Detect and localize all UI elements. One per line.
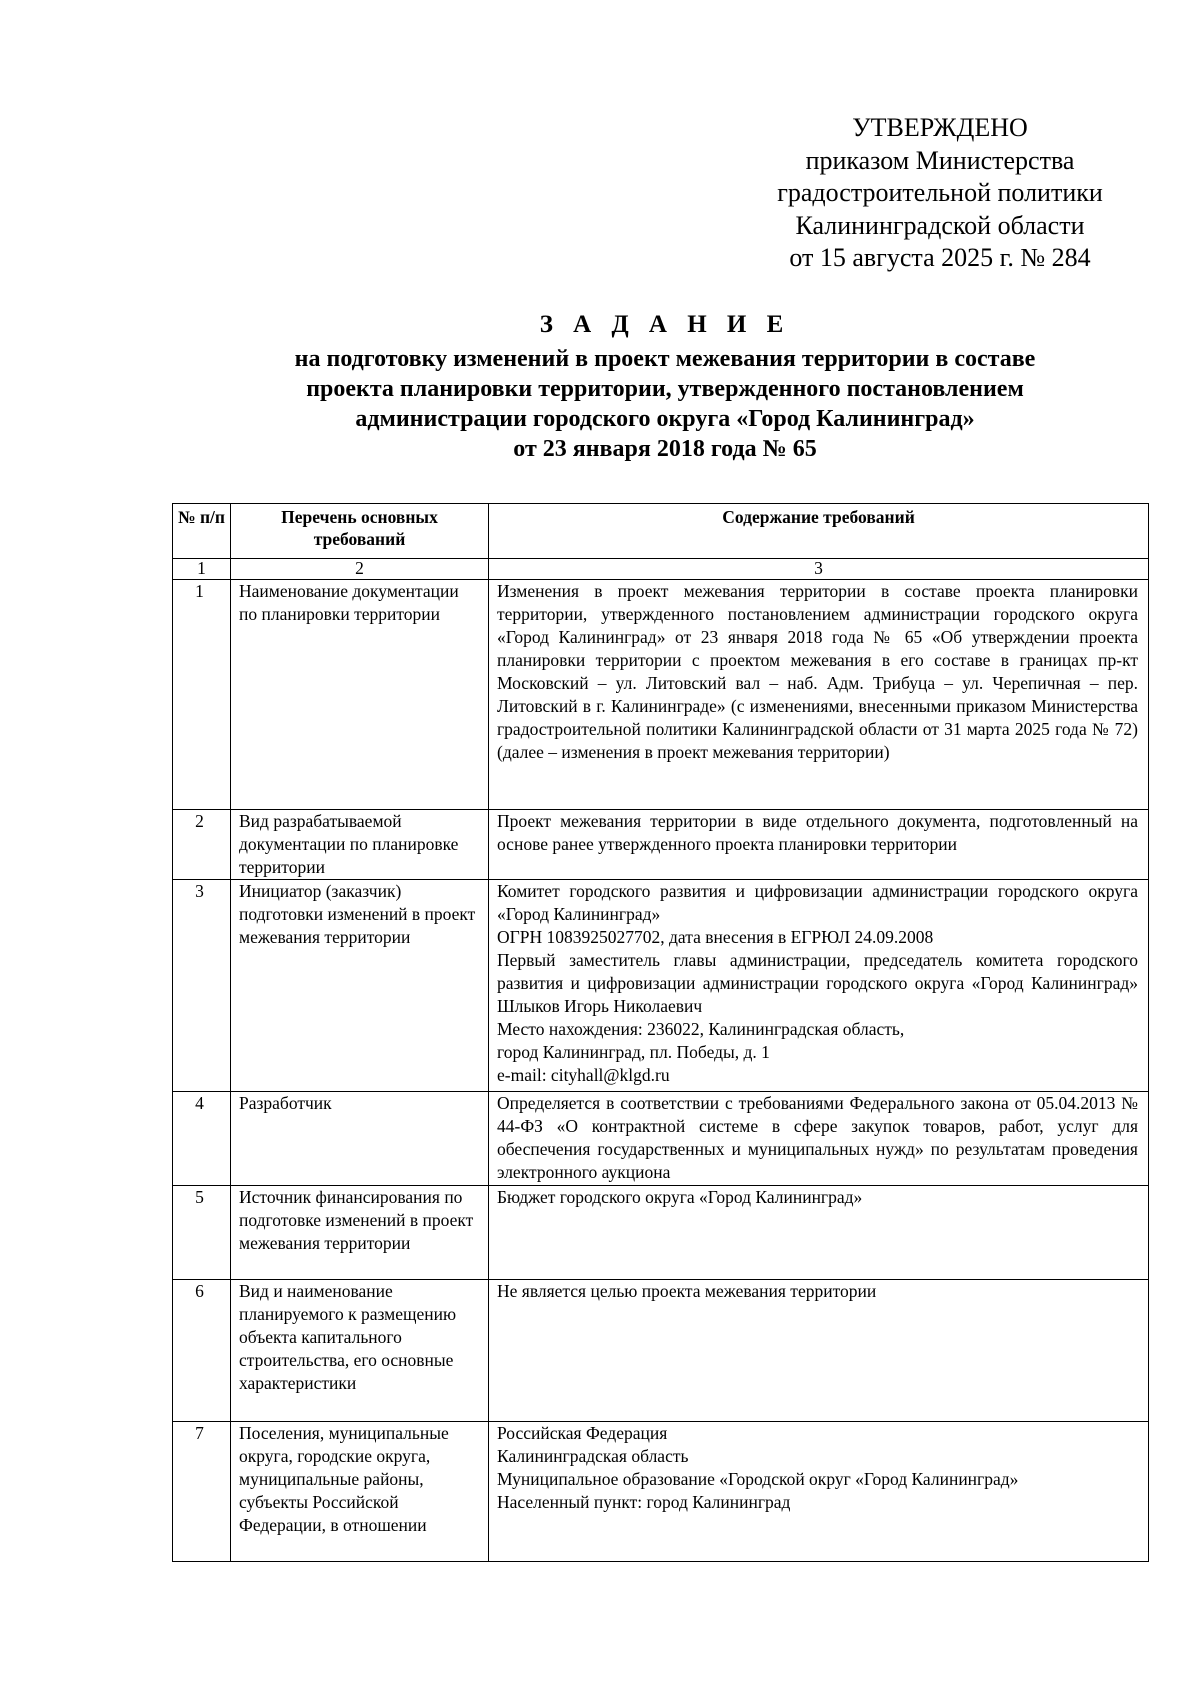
row-number: 4 <box>173 1092 231 1186</box>
table-row <box>173 580 1149 810</box>
row-number: 7 <box>173 1422 231 1562</box>
table-row <box>173 1186 1149 1280</box>
row-requirement: Разработчик <box>231 1092 489 1186</box>
approval-date-line: от 15 августа 2025 г. № 284 <box>789 243 1091 272</box>
row-content <box>489 880 1149 1092</box>
content-paragraph: Место нахождения: 236022, Калининградская область, <box>497 1019 905 1039</box>
table-row <box>173 1280 1149 1422</box>
row-requirement: Инициатор (заказчик) подготовки изменений в проект межевания территории <box>231 880 489 1092</box>
title-line-4: от 23 января 2018 года № 65 <box>513 436 817 462</box>
row-number: 2 <box>173 810 231 880</box>
column-numbers-row <box>173 559 1149 580</box>
document-title <box>120 310 1200 464</box>
title-heading: З А Д А Н И Е <box>539 311 791 338</box>
content-paragraph: Муниципальное образование «Городской округ «Город Калининград» <box>497 1469 1019 1489</box>
approval-stamp <box>770 112 1110 275</box>
row-content: Изменения в проект межевания территории в составе проекта планировки территории, утвержденного постановлением администрации городского округа «Город Калининград» от 23 января 2018 года № 65 «Об утверждении проекта планировки территории с проектом межевания в его составе в границах пр-кт Московский – ул. Литовский вал – наб. Адм. Трибуца – ул. Черепичная – пер. Литовский в г. Калининграде» (с изменениями, внесенными приказом Министерства градостроительной политики Калининградской области от 31 марта 2025 года № 72) (далее – изменения в проект межевания территории) <box>489 580 1149 810</box>
row-content: Не является целью проекта межевания территории <box>489 1280 1149 1422</box>
column-number-1: 1 <box>173 559 231 580</box>
requirements-table <box>172 503 1149 1562</box>
row-number: 1 <box>173 580 231 810</box>
approval-ministry-line: градостроительной политики <box>777 178 1103 207</box>
row-content: Бюджет городского округа «Город Калининград» <box>489 1186 1149 1280</box>
row-number: 6 <box>173 1280 231 1422</box>
approval-order-line: приказом Министерства <box>805 145 1075 175</box>
column-number-2: 2 <box>231 559 489 580</box>
table-row <box>173 810 1149 880</box>
header-num: № п/п <box>173 504 231 559</box>
content-paragraph: Населенный пункт: город Калининград <box>497 1492 791 1512</box>
table-row <box>173 1422 1149 1562</box>
row-content: Определяется в соответствии с требованиями Федерального закона от 05.04.2013 № 44-ФЗ «О контрактной системе в сфере закупок товаров, работ, услуг для обеспечения государственных и муниципальных нужд» по результатам проведения электронного аукциона <box>489 1092 1149 1186</box>
content-paragraph: Первый заместитель главы администрации, председатель комитета городского развития и цифровизации администрации городского округа «Город Калининград» Шлыков Игорь Николаевич <box>497 950 1138 1016</box>
content-paragraph: город Калининград, пл. Победы, д. 1 <box>497 1042 770 1062</box>
header-content: Содержание требований <box>489 504 1149 559</box>
title-line-2: проекта планировки территории, утвержденного постановлением <box>306 376 1024 402</box>
content-paragraph: Российская Федерация <box>497 1423 668 1443</box>
column-number-3: 3 <box>489 559 1149 580</box>
content-paragraph: ОГРН 1083925027702, дата внесения в ЕГРЮЛ 24.09.2008 <box>497 927 934 947</box>
row-number: 5 <box>173 1186 231 1280</box>
content-email: e-mail: cityhall@klgd.ru <box>497 1065 670 1085</box>
row-content <box>489 1422 1149 1562</box>
row-number: 3 <box>173 880 231 1092</box>
row-requirement: Источник финансирования по подготовке изменений в проект межевания территории <box>231 1186 489 1280</box>
header-requirement: Перечень основных требований <box>231 504 489 559</box>
title-line-1: на подготовку изменений в проект межевания территории в составе <box>294 346 1036 372</box>
content-paragraph: Комитет городского развития и цифровизации администрации городского округа «Город Калининград» <box>497 881 1138 924</box>
content-paragraph: Калининградская область <box>497 1446 689 1466</box>
row-requirement: Наименование документации по планировки территории <box>231 580 489 810</box>
row-requirement: Вид и наименование планируемого к размещению объекта капитального строительства, его основные характеристики <box>231 1280 489 1422</box>
approval-heading: УТВЕРЖДЕНО <box>852 113 1028 142</box>
row-requirement: Вид разрабатываемой документации по планировке территории <box>231 810 489 880</box>
table-row <box>173 880 1149 1092</box>
table-row <box>173 1092 1149 1186</box>
table-header-row <box>173 504 1149 559</box>
row-requirement: Поселения, муниципальные округа, городские округа, муниципальные районы, субъекты Российской Федерации, в отношении <box>231 1422 489 1562</box>
title-line-3: администрации городского округа «Город Калининград» <box>355 406 975 432</box>
row-content: Проект межевания территории в виде отдельного документа, подготовленный на основе ранее утвержденного проекта планировки территории <box>489 810 1149 880</box>
approval-region-line: Калининградской области <box>795 210 1085 240</box>
